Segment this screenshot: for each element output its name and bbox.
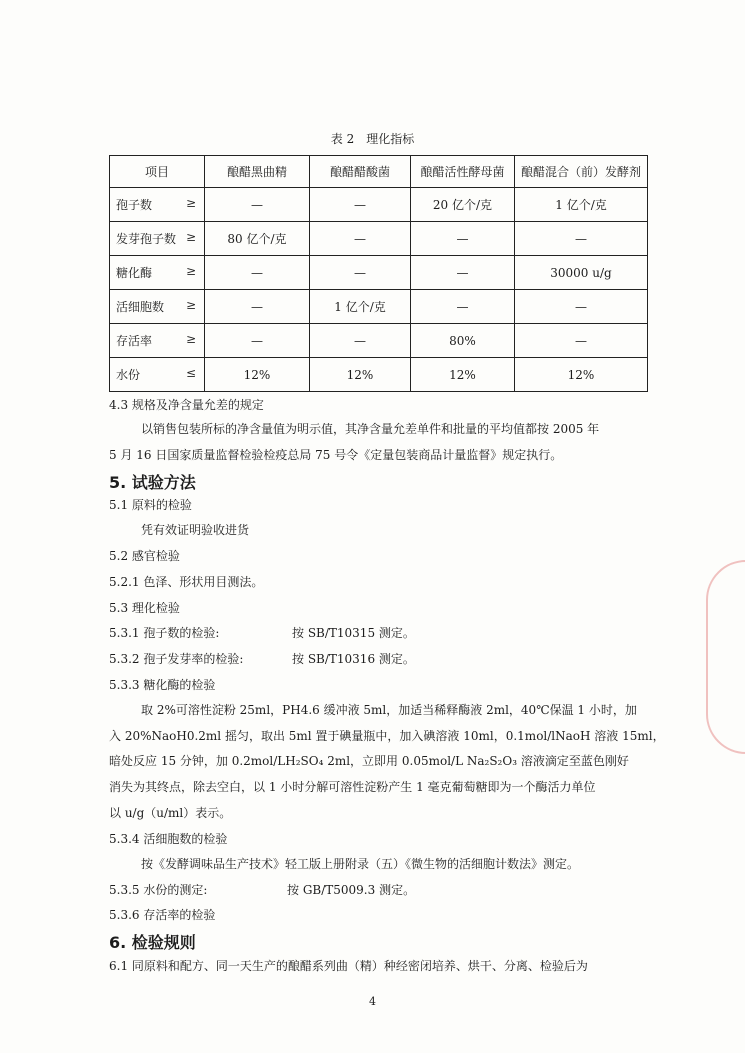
section-6-heading: 6. 检验规则 xyxy=(109,933,196,952)
section-5-2-1: 5.2.1 色泽、形状用目测法。 xyxy=(109,575,264,589)
table-cell: — xyxy=(205,324,310,358)
red-seal-stamp xyxy=(706,560,745,754)
table-cell: — xyxy=(310,256,411,290)
row-label: 存活率 ≥ xyxy=(110,324,205,358)
paragraph-line: 以 u/g（u/ml）表示。 xyxy=(109,806,232,820)
table-cell: 12% xyxy=(205,358,310,392)
table-cell: 1 亿个/克 xyxy=(310,290,411,324)
table-header-row xyxy=(110,156,648,188)
table-cell: — xyxy=(205,290,310,324)
table-cell: 12% xyxy=(310,358,411,392)
section-5-heading: 5. 试验方法 xyxy=(109,473,196,492)
paragraph-line: 以销售包装所标的净含量值为明示值，其净含量允差单件和批量的平均值都按 2005 年 xyxy=(141,422,600,436)
header-black-koji: 酿醋黑曲精 xyxy=(205,156,310,188)
table-row xyxy=(110,290,648,324)
row-label: 活细胞数 ≥ xyxy=(110,290,205,324)
table-cell: — xyxy=(310,188,411,222)
paragraph-line: 按《发酵调味品生产技术》轻工版上册附录（五）《微生物的活细胞计数法》测定。 xyxy=(141,857,580,871)
table-cell: — xyxy=(310,222,411,256)
header-mixed-starter: 酿醋混合（前）发酵剂 xyxy=(515,156,648,188)
table-row xyxy=(110,188,648,222)
section-5-3-3: 5.3.3 糖化酶的检验 xyxy=(109,678,216,692)
section-5-3-4: 5.3.4 活细胞数的检验 xyxy=(109,832,228,846)
section-5-3-6: 5.3.6 存活率的检验 xyxy=(109,908,216,922)
section-5-3-1-method: 按 SB/T10315 测定。 xyxy=(292,626,415,640)
header-item: 项目 xyxy=(110,156,205,188)
section-5-1-heading: 5.1 原料的检验 xyxy=(109,498,192,512)
table-cell: 12% xyxy=(515,358,648,392)
paragraph-line: 5 月 16 日国家质量监督检验检疫总局 75 号令《定量包装商品计量监督》规定执行。 xyxy=(109,448,563,462)
table-cell: — xyxy=(515,290,648,324)
paragraph-line: 消失为其终点，除去空白，以 1 小时分解可溶性淀粉产生 1 毫克葡萄糖即为一个酶活力单位 xyxy=(109,780,596,794)
table-row xyxy=(110,256,648,290)
table-row xyxy=(110,358,648,392)
row-label: 水份 ≤ xyxy=(110,358,205,392)
paragraph-line: 取 2%可溶性淀粉 25ml，PH4.6 缓冲液 5ml，加适当稀释酶液 2ml，40℃保温 1 小时，加 xyxy=(141,703,637,717)
table-cell: — xyxy=(205,256,310,290)
table-cell: 30000 u/g xyxy=(515,256,648,290)
table-cell: 20 亿个/克 xyxy=(411,188,515,222)
section-5-3-1: 5.3.1 孢子数的检验: xyxy=(109,626,220,640)
row-label: 糖化酶 ≥ xyxy=(110,256,205,290)
section-5-3-2: 5.3.2 孢子发芽率的检验: xyxy=(109,652,244,666)
header-acetic-bacteria: 酿醋醋酸菌 xyxy=(310,156,411,188)
section-5-3-2-method: 按 SB/T10316 测定。 xyxy=(292,652,415,666)
table-caption: 表 2 理化指标 xyxy=(330,132,415,146)
table-cell: 1 亿个/克 xyxy=(515,188,648,222)
table-cell: 80% xyxy=(411,324,515,358)
section-4-3-heading: 4.3 规格及净含量允差的规定 xyxy=(109,398,264,412)
paragraph-line: 入 20%NaoH0.2ml 摇匀，取出 5ml 置于碘量瓶中，加入碘溶液 10ml，0.1mol/lNaoH 溶液 15ml， xyxy=(109,729,665,743)
table-cell: 12% xyxy=(411,358,515,392)
table-cell: — xyxy=(310,324,411,358)
section-5-3-heading: 5.3 理化检验 xyxy=(109,601,180,615)
table-cell: 80 亿个/克 xyxy=(205,222,310,256)
paragraph-line: 暗处反应 15 分钟，加 0.2mol/LH₂SO₄ 2ml，立即用 0.05mol/L Na₂S₂O₃ 溶液滴定至蓝色刚好 xyxy=(109,754,629,768)
section-5-3-5-method: 按 GB/T5009.3 测定。 xyxy=(287,883,416,897)
table-cell: — xyxy=(411,290,515,324)
table-row xyxy=(110,324,648,358)
table-cell: — xyxy=(205,188,310,222)
table-cell: — xyxy=(411,256,515,290)
physicochemical-table xyxy=(109,155,648,392)
table-row xyxy=(110,222,648,256)
paragraph-line: 凭有效证明验收进货 xyxy=(141,523,250,537)
table-cell: — xyxy=(515,222,648,256)
row-label: 孢子数 ≥ xyxy=(110,188,205,222)
section-5-2-heading: 5.2 感官检验 xyxy=(109,549,180,563)
table-cell: — xyxy=(411,222,515,256)
header-active-yeast: 酿醋活性酵母菌 xyxy=(411,156,515,188)
table-cell: — xyxy=(515,324,648,358)
section-5-3-5: 5.3.5 水份的测定: xyxy=(109,883,208,897)
page-number: 4 xyxy=(369,995,376,1008)
section-6-1: 6.1 同原料和配方、同一天生产的酿醋系列曲（精）种经密闭培养、烘干、分离、检验后为 xyxy=(109,959,588,973)
row-label: 发芽孢子数 ≥ xyxy=(110,222,205,256)
